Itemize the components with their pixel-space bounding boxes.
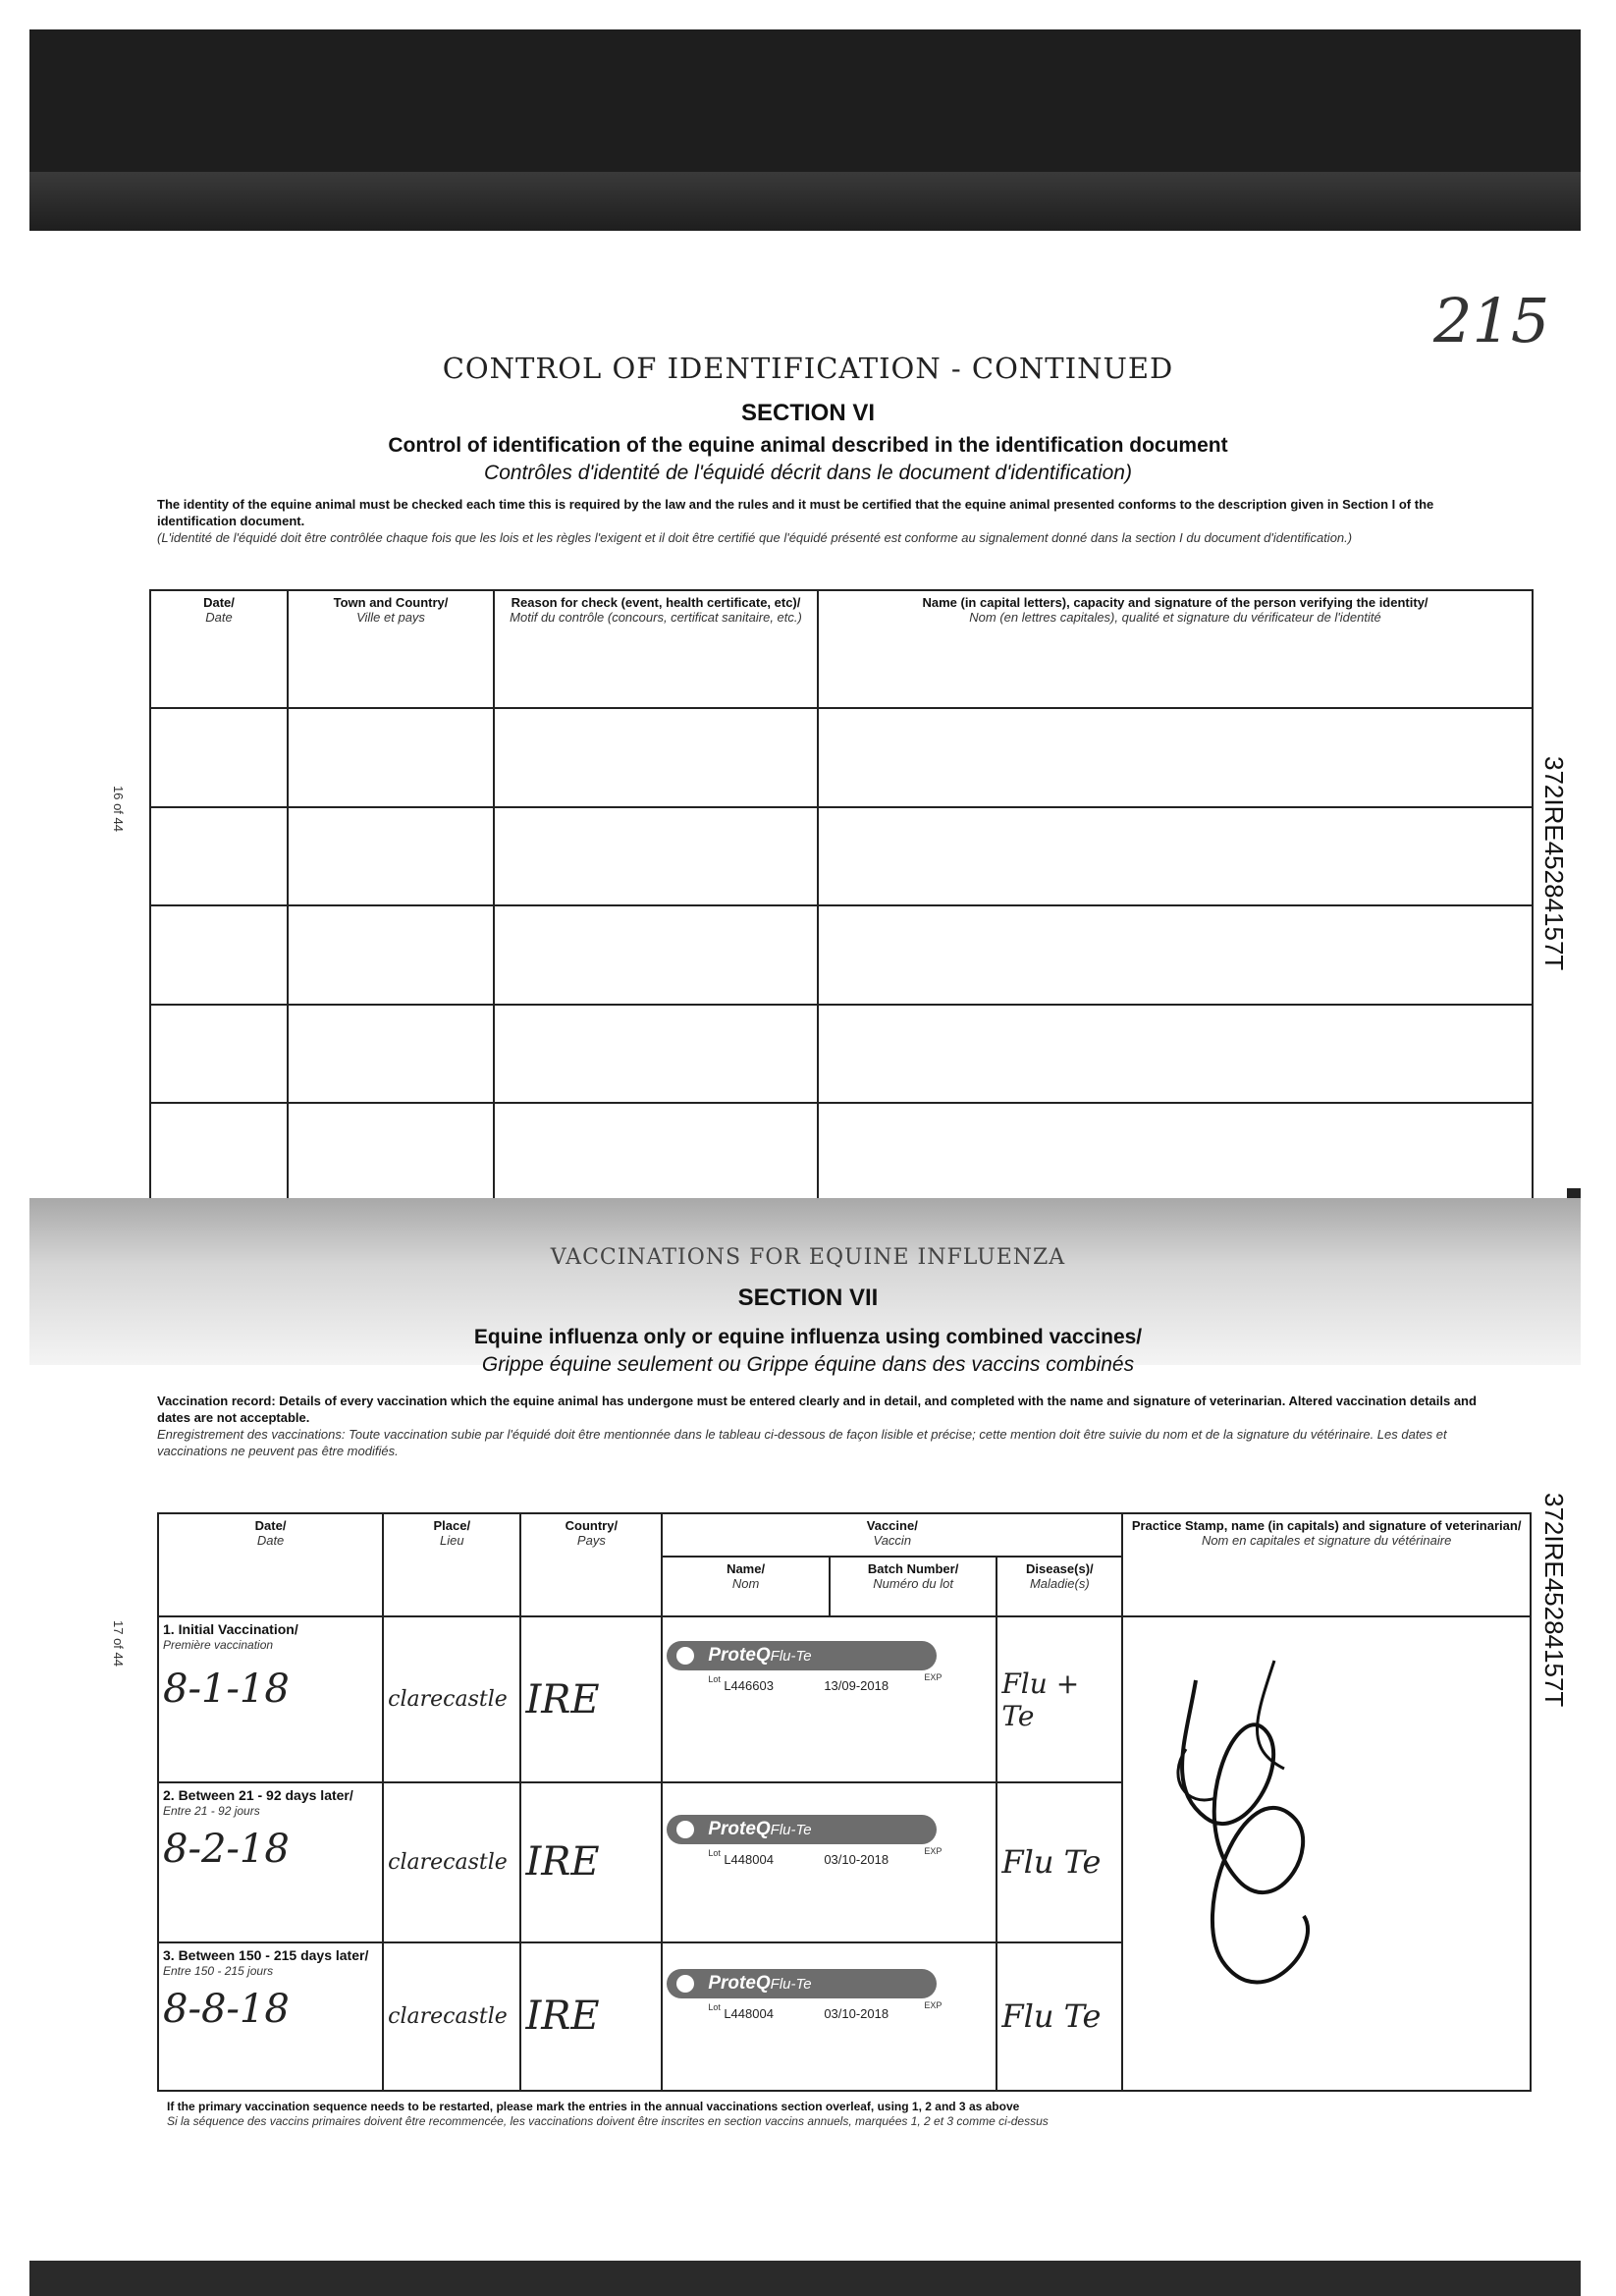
empty-cell[interactable] bbox=[288, 807, 494, 906]
header-date: Date/ Date bbox=[150, 590, 288, 708]
table-row bbox=[150, 1005, 1533, 1104]
vaccination-disease: Flu Te bbox=[1001, 1997, 1102, 2036]
vaccine-exp: 03/10-2018 bbox=[824, 1852, 889, 1867]
vaccine-brand: ProteQ bbox=[708, 1645, 771, 1667]
identification-check-table bbox=[149, 589, 1534, 1203]
row-label-fr: Entre 21 - 92 jours bbox=[163, 1804, 260, 1818]
lot-label: Lot bbox=[708, 1848, 721, 1858]
empty-cell[interactable] bbox=[288, 708, 494, 807]
section7-title: VACCINATIONS FOR EQUINE INFLUENZA bbox=[550, 1245, 1066, 1270]
vaccination-table bbox=[157, 1512, 1532, 2092]
section6-intro-en: The identity of the equine animal must be checked each time this is required by the law and the rules and it must be certified that the equine animal presented conforms to the description given in Section I of the identification document. bbox=[157, 497, 1434, 528]
vet-signature bbox=[1127, 1621, 1490, 2034]
vaccination-place: clarecastle bbox=[388, 1849, 508, 1875]
table-row bbox=[150, 708, 1533, 807]
page-label-16: 16 of 44 bbox=[111, 786, 126, 832]
vaccination-place: clarecastle bbox=[388, 1687, 508, 1713]
exp-label: EXP bbox=[924, 1672, 943, 1683]
vaccine-brand-suffix: Flu-Te bbox=[770, 1822, 812, 1838]
footnote-en: If the primary vaccination sequence needs to be restarted, please mark the entries in the annual vaccinations section overleaf, using 1, 2 and 3 as above bbox=[167, 2100, 1020, 2113]
section6-subtitle-en: Control of identification of the equine animal described in the identification document bbox=[388, 434, 1228, 457]
vaccine-brand-suffix: Flu-Te bbox=[770, 1648, 812, 1666]
vaccination-place: clarecastle bbox=[388, 2003, 508, 2029]
vet-signature-cell bbox=[1122, 1616, 1531, 2091]
section6-intro-fr: (L'identité de l'équidé doit être contrôlée chaque fois que les lois et les règles l'exigent et il doit être certifié que l'équidé présenté est conforme au signalement donné dans la section I du document d'identification.) bbox=[157, 530, 1353, 545]
empty-cell[interactable] bbox=[494, 905, 818, 1005]
vaccination-date: 8-2-18 bbox=[163, 1827, 290, 1872]
empty-cell[interactable] bbox=[150, 905, 288, 1005]
section7-number: SECTION VII bbox=[737, 1285, 879, 1311]
vaccination-disease: Flu + Te bbox=[1001, 1667, 1080, 1732]
empty-cell[interactable] bbox=[288, 1005, 494, 1104]
header-batch: Batch Number/ Numéro du lot bbox=[830, 1557, 997, 1616]
table-row bbox=[150, 905, 1533, 1005]
section7-footnote bbox=[167, 2100, 1443, 2129]
footnote-fr: Si la séquence des vaccins primaires doivent être recommencée, les vaccinations doivent être inscrites en section vaccins annuels, marquées 1, 2 et 3 comme ci-dessus bbox=[167, 2114, 1049, 2128]
section6-title: CONTROL OF IDENTIFICATION - CONTINUED bbox=[442, 352, 1174, 385]
row-label: 3. Between 150 - 215 days later/ bbox=[163, 1946, 369, 1963]
vaccine-lot: L446603 bbox=[724, 1678, 774, 1694]
empty-cell[interactable] bbox=[494, 807, 818, 906]
row-date-cell bbox=[158, 1616, 383, 1782]
empty-cell[interactable] bbox=[818, 1103, 1533, 1202]
empty-cell[interactable] bbox=[288, 1103, 494, 1202]
vaccination-date: 8-1-18 bbox=[163, 1667, 290, 1713]
empty-cell[interactable] bbox=[288, 905, 494, 1005]
vaccine-sticker-cell bbox=[662, 1942, 997, 2091]
section7-subtitle-en: Equine influenza only or equine influenza using combined vaccines/ bbox=[473, 1326, 1143, 1348]
vaccine-brand: ProteQ bbox=[708, 1972, 771, 1994]
header-vaccine: Vaccine/ Vaccin bbox=[662, 1513, 1122, 1557]
scan-binding-shadow bbox=[29, 29, 1581, 231]
table-row bbox=[150, 807, 1533, 906]
section6-subtitle-fr: Contrôles d'identité de l'équidé décrit dans le document d'identification) bbox=[484, 462, 1132, 484]
passport-id-upper: 372IRE45284157T bbox=[1539, 756, 1569, 971]
row-label: 2. Between 21 - 92 days later/ bbox=[163, 1787, 353, 1803]
exp-label: EXP bbox=[924, 1846, 943, 1856]
table-row bbox=[150, 1103, 1533, 1202]
empty-cell[interactable] bbox=[150, 1005, 288, 1104]
empty-cell[interactable] bbox=[818, 905, 1533, 1005]
section6-number: SECTION VI bbox=[740, 400, 876, 426]
section7-subtitle-fr: Grippe équine seulement ou Grippe équine dans des vaccins combinés bbox=[481, 1353, 1135, 1376]
header-stamp: Practice Stamp, name (in capitals) and signature of veterinarian/ Nom en capitales et signature du vétérinaire bbox=[1122, 1513, 1531, 1616]
empty-cell[interactable] bbox=[150, 1103, 288, 1202]
header-disease: Disease(s)/ Maladie(s) bbox=[997, 1557, 1122, 1616]
empty-cell[interactable] bbox=[818, 807, 1533, 906]
passport-id-lower: 372IRE45284157T bbox=[1539, 1493, 1569, 1708]
vaccine-sticker-cell bbox=[662, 1616, 997, 1782]
vaccine-sticker bbox=[667, 1809, 946, 1874]
vaccine-brand: ProteQ bbox=[708, 1819, 771, 1839]
vaccine-sticker bbox=[667, 1963, 946, 2028]
lot-label: Lot bbox=[708, 1674, 721, 1685]
vaccine-brand-suffix: Flu-Te bbox=[770, 1975, 812, 1993]
empty-cell[interactable] bbox=[150, 807, 288, 906]
section7-record-fr: Enregistrement des vaccinations: Toute vaccination subie par l'équidé doit être mentionnée dans le tableau ci-dessous de façon lisible et précise; cette mention doit être suivie du nom et de la signature du vétérinaire. Les dates et vaccinations ne peuvent pas être modifiés. bbox=[157, 1427, 1447, 1458]
empty-cell[interactable] bbox=[494, 1103, 818, 1202]
empty-cell[interactable] bbox=[818, 708, 1533, 807]
header-place: Place/ Lieu bbox=[383, 1513, 520, 1616]
vaccination-country: IRE bbox=[525, 1994, 600, 2040]
section7-record-en: Vaccination record: Details of every vaccination which the equine animal has undergone must be entered clearly and in detail, and completed with the name and signature of veterinarian. Altered vaccination details and dates are not acceptable. bbox=[157, 1394, 1477, 1425]
row-date-cell bbox=[158, 1782, 383, 1942]
row-label-fr: Entre 150 - 215 jours bbox=[163, 1963, 274, 1978]
vaccination-row bbox=[158, 1616, 1531, 1782]
vaccination-date: 8-8-18 bbox=[163, 1986, 290, 2032]
header-reason: Reason for check (event, health certificate, etc)/ Motif du contrôle (concours, certificat sanitaire, etc.) bbox=[494, 590, 818, 708]
sticker-logo-icon bbox=[676, 1975, 694, 1993]
page-label-17: 17 of 44 bbox=[111, 1620, 126, 1667]
vaccine-sticker-cell bbox=[662, 1782, 997, 1942]
section6-intro bbox=[157, 496, 1512, 546]
vaccination-disease: Flu Te bbox=[1001, 1843, 1102, 1882]
lot-label: Lot bbox=[708, 2001, 721, 2012]
vaccine-lot: L448004 bbox=[724, 1852, 774, 1867]
row-label-fr: Première vaccination bbox=[163, 1638, 274, 1653]
vaccination-country: IRE bbox=[525, 1839, 600, 1886]
empty-cell[interactable] bbox=[494, 1005, 818, 1104]
empty-cell[interactable] bbox=[818, 1005, 1533, 1104]
header-vacc-date: Date/ Date bbox=[158, 1513, 383, 1616]
empty-cell[interactable] bbox=[150, 708, 288, 807]
exp-label: EXP bbox=[924, 1999, 943, 2010]
header-country: Country/ Pays bbox=[520, 1513, 662, 1616]
header-town-country: Town and Country/ Ville et pays bbox=[288, 590, 494, 708]
section7-record bbox=[157, 1393, 1512, 1459]
vaccination-country: IRE bbox=[525, 1676, 600, 1722]
empty-cell[interactable] bbox=[494, 708, 818, 807]
vaccine-exp: 03/10-2018 bbox=[824, 2005, 889, 2021]
vaccine-exp: 13/09-2018 bbox=[824, 1678, 889, 1694]
row-date-cell bbox=[158, 1942, 383, 2091]
scan-bottom-shadow bbox=[29, 2261, 1581, 2296]
header-verifier: Name (in capital letters), capacity and signature of the person verifying the identity/ Nom (en lettres capitales), qualité et signature du vérificateur de l'identité bbox=[818, 590, 1533, 708]
vaccine-lot: L448004 bbox=[724, 2005, 774, 2021]
header-vaccine-name: Name/ Nom bbox=[662, 1557, 830, 1616]
row-label: 1. Initial Vaccination/ bbox=[163, 1621, 298, 1638]
vaccine-sticker bbox=[667, 1635, 946, 1700]
page-number: 215 bbox=[1433, 285, 1550, 356]
